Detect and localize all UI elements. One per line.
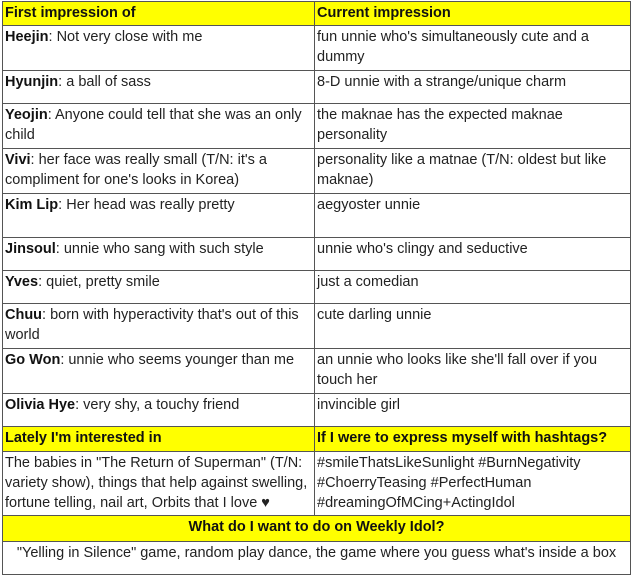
current-impression-cell: invincible girl	[315, 394, 631, 427]
weekly-idol-header: What do I want to do on Weekly Idol?	[3, 516, 631, 542]
table-row	[3, 26, 631, 71]
member-name: Jinsoul	[5, 241, 56, 257]
weekly-idol-text: "Yelling in Silence" game, random play dance, the game where you guess what's inside a box	[3, 542, 631, 575]
member-name: Hyunjin	[5, 74, 59, 90]
table-row	[3, 71, 631, 104]
first-impression-cell	[3, 304, 315, 349]
current-impression-cell: unnie who's clingy and seductive	[315, 238, 631, 271]
current-impression-cell: aegyoster unnie	[315, 194, 631, 238]
first-impression-cell	[3, 238, 315, 271]
first-impression-text: : born with hyperactivity that's out of this world	[5, 307, 299, 343]
first-impression-text: : quiet, pretty smile	[38, 274, 160, 290]
hashtag-line: #ChoerryTeasing #PerfectHuman	[317, 475, 532, 491]
table-row	[3, 304, 631, 349]
member-name: Go Won	[5, 352, 61, 368]
first-impression-cell	[3, 349, 315, 394]
interests-text: The babies in "The Return of Superman" (T/N: variety show), things that help against swelling, fortune telling, nail art, Orbits that I love ♥	[3, 452, 315, 516]
first-impression-text: : a ball of sass	[58, 74, 151, 90]
current-impression-cell: personality like a matnae (T/N: oldest but like maknae)	[315, 149, 631, 194]
hashtag-line: #smileThatsLikeSunlight #BurnNegativity	[317, 455, 581, 471]
table-row	[3, 194, 631, 238]
section2-header-row	[3, 427, 631, 452]
header-first-impression: First impression of	[3, 2, 315, 26]
header-current-impression: Current impression	[315, 2, 631, 26]
section3-row	[3, 542, 631, 575]
member-name: Vivi	[5, 152, 31, 168]
current-impression-cell: an unnie who looks like she'll fall over if you touch her	[315, 349, 631, 394]
first-impression-text: : unnie who sang with such style	[55, 241, 264, 257]
hashtags-cell	[315, 452, 631, 516]
table-row	[3, 394, 631, 427]
current-impression-cell: the maknae has the expected maknae personality	[315, 104, 631, 149]
first-impression-text: : unnie who seems younger than me	[60, 352, 295, 368]
table-row	[3, 238, 631, 271]
member-name: Heejin	[5, 29, 49, 45]
current-impression-cell: cute darling unnie	[315, 304, 631, 349]
member-name: Yeojin	[5, 107, 48, 123]
first-impression-text: : Her head was really pretty	[58, 197, 235, 213]
member-name: Yves	[5, 274, 39, 290]
table-row	[3, 349, 631, 394]
first-impression-cell	[3, 104, 315, 149]
first-impression-text: : very shy, a touchy friend	[75, 397, 240, 413]
interests-header: Lately I'm interested in	[3, 427, 315, 452]
current-impression-cell: just a comedian	[315, 271, 631, 304]
first-impression-cell	[3, 71, 315, 104]
hashtags-header: If I were to express myself with hashtags?	[315, 427, 631, 452]
profile-table	[2, 1, 631, 575]
first-impression-cell	[3, 26, 315, 71]
header-row	[3, 2, 631, 26]
first-impression-text: : Anyone could tell that she was an only child	[5, 107, 302, 143]
first-impression-text: : Not very close with me	[48, 29, 203, 45]
table-row	[3, 271, 631, 304]
table-row	[3, 104, 631, 149]
current-impression-cell: fun unnie who's simultaneously cute and a dummy	[315, 26, 631, 71]
first-impression-cell	[3, 194, 315, 238]
table-row	[3, 149, 631, 194]
hashtag-line: #dreamingOfMCing+ActingIdol	[317, 495, 515, 511]
section2-row	[3, 452, 631, 516]
first-impression-text: : her face was really small (T/N: it's a compliment for one's looks in Korea)	[5, 152, 267, 188]
first-impression-cell	[3, 271, 315, 304]
member-name: Chuu	[5, 307, 43, 323]
member-name: Olivia Hye	[5, 397, 76, 413]
current-impression-cell: 8-D unnie with a strange/unique charm	[315, 71, 631, 104]
member-name: Kim Lip	[5, 197, 59, 213]
section3-header-row	[3, 516, 631, 542]
first-impression-cell	[3, 149, 315, 194]
first-impression-cell	[3, 394, 315, 427]
